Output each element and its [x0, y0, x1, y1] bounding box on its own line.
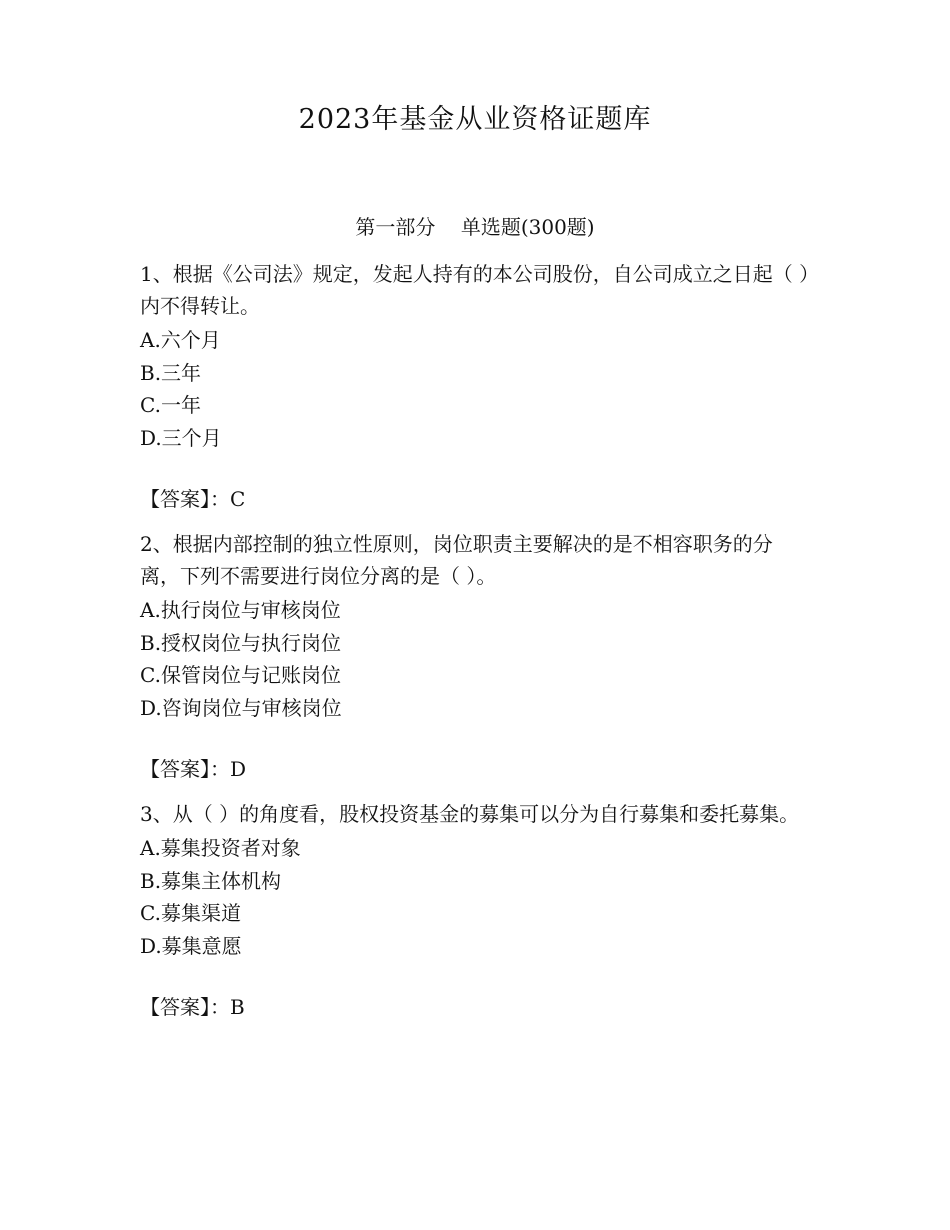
option-c: C.募集渠道: [140, 901, 241, 925]
option-c: C.保管岗位与记账岗位: [140, 663, 341, 687]
question-stem: 3、从（ ）的角度看，股权投资基金的募集可以分为自行募集和委托募集。: [140, 802, 800, 826]
section-title: 第一部分 单选题(300题): [355, 215, 595, 239]
option-list: [140, 832, 810, 962]
answer-line: 【答案】：B: [140, 995, 245, 1019]
question-list: [140, 258, 810, 1023]
option-list: [140, 594, 810, 724]
option-d: D.咨询岗位与审核岗位: [140, 695, 342, 720]
option-b: B.三年: [140, 360, 202, 385]
answer-line: 【答案】：D: [140, 757, 247, 781]
option-b: B.授权岗位与执行岗位: [140, 630, 342, 655]
answer-line: 【答案】：C: [140, 487, 246, 511]
option-a: A.执行岗位与审核岗位: [140, 598, 341, 622]
question-2: [140, 528, 810, 785]
option-a: A.募集投资者对象: [140, 836, 301, 860]
question-stem: 2、根据内部控制的独立性原则，岗位职责主要解决的是不相容职务的分离，下列不需要进行岗位分离的是（ ）。: [140, 532, 773, 588]
option-d: D.募集意愿: [140, 933, 242, 958]
option-b: B.募集主体机构: [140, 868, 282, 893]
document-title: 2023年基金从业资格证题库: [298, 104, 652, 135]
question-1: [140, 258, 810, 515]
question-stem: 1、根据《公司法》规定，发起人持有的本公司股份，自公司成立之日起（ ）内不得转让。: [140, 262, 810, 318]
option-list: [140, 324, 810, 454]
option-c: C.一年: [140, 393, 201, 417]
option-d: D.三个月: [140, 425, 222, 450]
question-3: [140, 798, 810, 1023]
option-a: A.六个月: [140, 328, 221, 352]
